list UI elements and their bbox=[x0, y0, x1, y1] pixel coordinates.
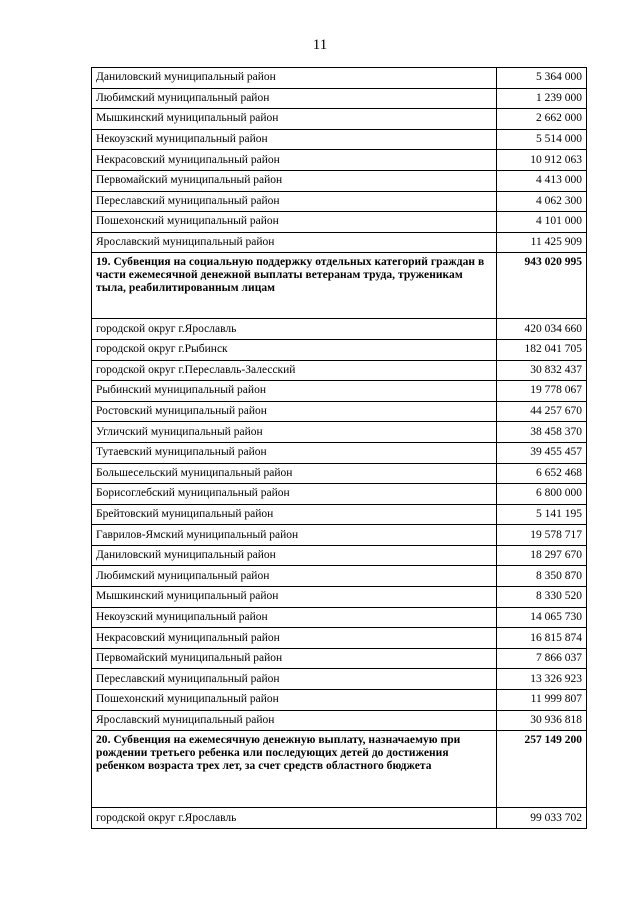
table-row bbox=[92, 170, 587, 191]
amount-value: 5 364 000 bbox=[497, 68, 587, 89]
district-name: Некоузский муниципальный район bbox=[92, 607, 497, 628]
amount-value: 5 141 195 bbox=[497, 504, 587, 525]
amount-value: 13 326 923 bbox=[497, 669, 587, 690]
section-header-row bbox=[92, 731, 587, 808]
district-name: Некоузский муниципальный район bbox=[92, 129, 497, 150]
table-row bbox=[92, 628, 587, 649]
amount-value: 11 425 909 bbox=[497, 232, 587, 253]
amount-value: 14 065 730 bbox=[497, 607, 587, 628]
table-row bbox=[92, 212, 587, 233]
table-row bbox=[92, 463, 587, 484]
district-name: Мышкинский муниципальный район bbox=[92, 587, 497, 608]
table-row bbox=[92, 232, 587, 253]
district-name: Большесельский муниципальный район bbox=[92, 463, 497, 484]
table-row bbox=[92, 68, 587, 89]
amount-value: 30 936 818 bbox=[497, 710, 587, 731]
table-row bbox=[92, 669, 587, 690]
table-row bbox=[92, 360, 587, 381]
amount-value: 8 330 520 bbox=[497, 587, 587, 608]
district-name: Первомайский муниципальный район bbox=[92, 170, 497, 191]
district-name: Пошехонский муниципальный район bbox=[92, 690, 497, 711]
amount-value: 2 662 000 bbox=[497, 109, 587, 130]
district-name: городской округ г.Переславль-Залесский bbox=[92, 360, 497, 381]
amount-value: 18 297 670 bbox=[497, 545, 587, 566]
table-row bbox=[92, 442, 587, 463]
amount-value: 6 800 000 bbox=[497, 484, 587, 505]
amount-value: 4 062 300 bbox=[497, 191, 587, 212]
amount-value: 4 413 000 bbox=[497, 170, 587, 191]
section-title: 19. Субвенция на социальную поддержку отдельных категорий граждан в части ежемесячной денежной выплаты ветеранам труда, труженикам тыла, реабилитированным лицам bbox=[92, 253, 497, 319]
table-row bbox=[92, 525, 587, 546]
amount-value: 8 350 870 bbox=[497, 566, 587, 587]
table-row bbox=[92, 401, 587, 422]
amount-value: 6 652 468 bbox=[497, 463, 587, 484]
amount-value: 1 239 000 bbox=[497, 88, 587, 109]
district-name: Ростовский муниципальный район bbox=[92, 401, 497, 422]
amount-value: 19 778 067 bbox=[497, 381, 587, 402]
table-row bbox=[92, 88, 587, 109]
table-row bbox=[92, 339, 587, 360]
section-total: 943 020 995 bbox=[497, 253, 587, 319]
table-row bbox=[92, 648, 587, 669]
district-name: Первомайский муниципальный район bbox=[92, 648, 497, 669]
amount-value: 182 041 705 bbox=[497, 339, 587, 360]
district-name: Даниловский муниципальный район bbox=[92, 68, 497, 89]
district-name: Гаврилов-Ямский муниципальный район bbox=[92, 525, 497, 546]
district-name: Тутаевский муниципальный район bbox=[92, 442, 497, 463]
district-name: Даниловский муниципальный район bbox=[92, 545, 497, 566]
table-row bbox=[92, 607, 587, 628]
budget-table bbox=[91, 67, 587, 829]
district-name: Борисоглебский муниципальный район bbox=[92, 484, 497, 505]
amount-value: 4 101 000 bbox=[497, 212, 587, 233]
amount-value: 10 912 063 bbox=[497, 150, 587, 171]
table-row bbox=[92, 710, 587, 731]
district-name: Некрасовский муниципальный район bbox=[92, 628, 497, 649]
table-row bbox=[92, 587, 587, 608]
district-name: городской округ г.Ярославль bbox=[92, 319, 497, 340]
amount-value: 39 455 457 bbox=[497, 442, 587, 463]
table-row bbox=[92, 319, 587, 340]
table-row bbox=[92, 191, 587, 212]
district-name: Переславский муниципальный район bbox=[92, 669, 497, 690]
amount-value: 16 815 874 bbox=[497, 628, 587, 649]
table-row bbox=[92, 566, 587, 587]
district-name: Ярославский муниципальный район bbox=[92, 710, 497, 731]
amount-value: 7 866 037 bbox=[497, 648, 587, 669]
district-name: Ярославский муниципальный район bbox=[92, 232, 497, 253]
district-name: Любимский муниципальный район bbox=[92, 88, 497, 109]
table-row bbox=[92, 808, 587, 829]
amount-value: 99 033 702 bbox=[497, 808, 587, 829]
district-name: городской округ г.Рыбинск bbox=[92, 339, 497, 360]
table-row bbox=[92, 422, 587, 443]
table-row bbox=[92, 484, 587, 505]
table-row bbox=[92, 545, 587, 566]
section-header-row bbox=[92, 253, 587, 319]
district-name: Любимский муниципальный район bbox=[92, 566, 497, 587]
amount-value: 420 034 660 bbox=[497, 319, 587, 340]
table-row bbox=[92, 129, 587, 150]
section-total: 257 149 200 bbox=[497, 731, 587, 808]
table-row bbox=[92, 150, 587, 171]
amount-value: 38 458 370 bbox=[497, 422, 587, 443]
table-row bbox=[92, 381, 587, 402]
district-name: городской округ г.Ярославль bbox=[92, 808, 497, 829]
district-name: Мышкинский муниципальный район bbox=[92, 109, 497, 130]
district-name: Брейтовский муниципальный район bbox=[92, 504, 497, 525]
amount-value: 11 999 807 bbox=[497, 690, 587, 711]
amount-value: 5 514 000 bbox=[497, 129, 587, 150]
amount-value: 19 578 717 bbox=[497, 525, 587, 546]
page-number: 11 bbox=[312, 37, 328, 53]
table-row bbox=[92, 109, 587, 130]
table-row bbox=[92, 504, 587, 525]
table-row bbox=[92, 690, 587, 711]
district-name: Угличский муниципальный район bbox=[92, 422, 497, 443]
amount-value: 44 257 670 bbox=[497, 401, 587, 422]
district-name: Переславский муниципальный район bbox=[92, 191, 497, 212]
district-name: Рыбинский муниципальный район bbox=[92, 381, 497, 402]
district-name: Некрасовский муниципальный район bbox=[92, 150, 497, 171]
amount-value: 30 832 437 bbox=[497, 360, 587, 381]
district-name: Пошехонский муниципальный район bbox=[92, 212, 497, 233]
section-title: 20. Субвенция на ежемесячную денежную выплату, назначаемую при рождении третьего ребенка или последующих детей до достижения ребенком возраста трех лет, за счет средств областного бюджета bbox=[92, 731, 497, 808]
